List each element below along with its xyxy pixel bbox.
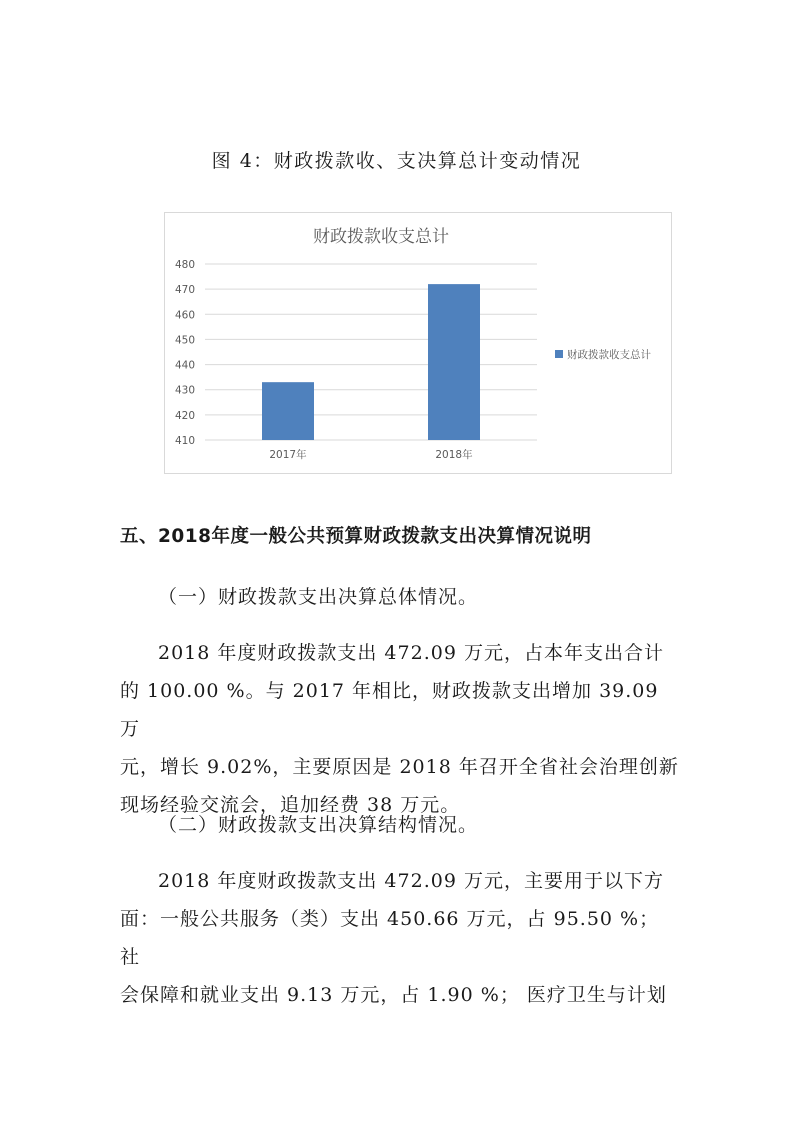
paragraph-1-line: 2018 年度财政拨款支出 472.09 万元，占本年支出合计 xyxy=(158,642,664,664)
legend-swatch xyxy=(555,350,563,358)
paragraph-2-line: 2018 年度财政拨款支出 472.09 万元，主要用于以下方 xyxy=(158,870,664,892)
y-tick-label: 410 xyxy=(174,435,195,447)
y-tick-label: 430 xyxy=(174,384,195,397)
bar xyxy=(428,284,480,440)
chart-title: 财政拨款收支总计 xyxy=(313,227,449,247)
subheading-2 xyxy=(120,806,680,844)
paragraph-1-line: 的 100.00 %。与 2017 年相比，财政拨款支出增加 39.09 万 xyxy=(120,680,659,740)
x-tick-label: 2018年 xyxy=(435,449,473,461)
section-heading: 五、2018年度一般公共预算财政拨款支出决算情况说明 xyxy=(120,526,592,547)
legend-label: 财政拨款收支总计 xyxy=(567,349,651,361)
y-tick-label: 460 xyxy=(174,309,195,322)
paragraph-1-line: 元，增长 9.02%，主要原因是 2018 年召开全省社会治理创新 xyxy=(120,756,679,778)
y-tick-label: 440 xyxy=(174,359,195,372)
y-tick-label: 470 xyxy=(174,284,195,297)
paragraph-2-line: 会保障和就业支出 9.13 万元，占 1.90 %； 医疗卫生与计划 xyxy=(120,984,667,1006)
paragraph-2-line: 面：一般公共服务（类）支出 450.66 万元，占 95.50 %； 社 xyxy=(120,908,660,968)
figure-caption: 图 4：财政拨款收、支决算总计变动情况 xyxy=(211,150,582,172)
subheading-1 xyxy=(120,578,680,616)
paragraph-2 xyxy=(120,862,680,1014)
paragraph-1 xyxy=(120,634,680,824)
subheading-2-text: （二）财政拨款支出决算结构情况。 xyxy=(158,814,479,836)
chart-canvas xyxy=(165,213,671,473)
y-tick-label: 420 xyxy=(174,409,195,422)
y-tick-label: 480 xyxy=(174,259,195,271)
x-tick-label: 2017年 xyxy=(269,449,307,461)
paragraph-1-line: 现场经验交流会，追加经费 38 万元。 xyxy=(120,794,461,816)
bar-chart xyxy=(164,212,672,474)
subheading-1-text: （一）财政拨款支出决算总体情况。 xyxy=(158,586,479,608)
bar xyxy=(262,382,314,440)
y-tick-label: 450 xyxy=(174,334,195,347)
